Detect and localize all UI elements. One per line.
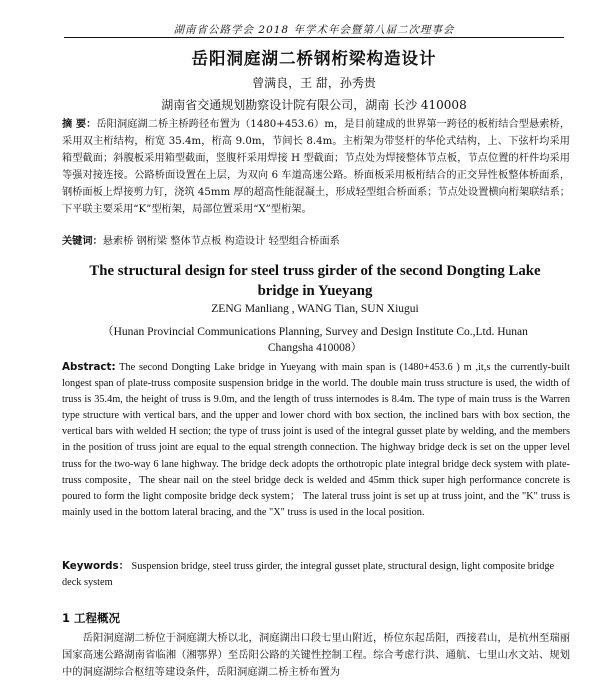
chinese-title: 岳阳洞庭湖二桥钢桁梁构造设计	[191, 49, 437, 68]
chinese-keywords-text: 悬索桥 钢桁梁 整体节点板 构造设计 轻型组合桥面系	[102, 236, 340, 247]
english-abstract-label: Abstract:	[62, 361, 116, 373]
chinese-keywords-label: 关键词：	[62, 236, 103, 247]
english-keywords-label: Keywords：	[62, 560, 129, 572]
section-body-text: 岳阳洞庭湖二桥位于洞庭湖大桥以北，洞庭湖出口段七里山附近，桥位东起岳阳，西接君山，是杭州至瑞丽国家高速公路湖南省临湘（湘鄂界）至岳阳公路的关键性控制工程。综合考虑行洪、通航、七里山水文站、规划中的洞庭湖综合枢纽等建设条件，岳阳洞庭湖二桥主桥布置为	[62, 632, 570, 678]
english-title: The structural design for steel truss girder of the second Dongting Lake bridge in Yueyang	[89, 263, 541, 299]
chinese-abstract-label: 摘 要：	[62, 119, 97, 130]
english-abstract	[62, 359, 570, 521]
section-heading: 1 工程概况	[62, 611, 121, 625]
chinese-affiliation: 湖南省交通规划勘察设计院有限公司，湖南 长沙 410008	[161, 98, 467, 112]
running-header: 湖南省公路学会 2018 年学术年会暨第八届二次理事会	[173, 24, 455, 36]
chinese-keywords	[62, 234, 570, 250]
english-keywords-text: Suspension bridge, steel truss girder, the integral gusset plate, structural design, light composite bridge deck system	[62, 561, 555, 588]
english-affiliation: （Hunan Provincial Communications Planning, Survey and Design Institute Co.,Ltd. Hunan Changsha 410008）	[102, 326, 528, 354]
chinese-abstract	[62, 117, 570, 218]
header-rule	[64, 37, 564, 38]
english-authors: ZENG Manliang , WANG Tian, SUN Xiugui	[211, 303, 419, 315]
chinese-abstract-text: 岳阳洞庭湖二桥主桥跨径布置为（1480+453.6）m，是目前建成的世界第一跨径的板桁结合型悬索桥，采用双主桁结构，桁宽 35.4m，桁高 9.0m，节间长 8.4m。主桁架为带竖杆的华伦式结构，上、下弦杆均采用箱型截面；斜腹板采用箱型截面，竖腹杆采用焊接 H 型截面；节点处为焊接整体节点板，节点位置的杆件均采用等强对接连接。公路桥面设置在上层，为双向 6 车道高速公路。桥面板采用板桁结合的正交异性板整体桥面系，钢桥面板上焊接剪力钉，浇筑 45mm 厚的超高性能混凝土，形成轻型组合桥面系；节点处设置横向桁架联结系；下平联主要采用“K”型桁架，局部位置采用“X”型桁架。	[62, 119, 571, 215]
english-keywords	[62, 558, 570, 591]
english-abstract-text: The second Dongting Lake bridge in Yueyang with main span is (1480+453.6 ) m ,it,s the currently-built longest span of plate-truss composite suspension bridge in the world. The double main truss structure is used, the width of truss is 35.4m, the height of truss is 9.0m, and the length of truss internodes is 8.4m. The type of main truss is the Warren type structure with vertical bars, and the upper and lower chord with box section, the inclined bars with box section, the vertical bars with welded H section; the type of truss joint is used of the integral gusset plate by welding, and the members in the position of truss joint are equal to the equal strength connection. The highway bridge deck is set on the upper level truss for the two-way 6 lane highway. The bridge deck adopts the orthotropic plate integral bridge deck system with plate-truss composite，The shear nail on the steel bridge deck is welded and 45mm thick super high performance concrete is poured to form the light composite bridge deck system； The lateral truss joint is set up at truss joint, and the "K" truss is mainly used in the bottom lateral bracing, and the "X" truss is used in the local position.	[62, 362, 570, 518]
chinese-authors: 曾满良，王 甜，孙秀贵	[252, 76, 376, 90]
